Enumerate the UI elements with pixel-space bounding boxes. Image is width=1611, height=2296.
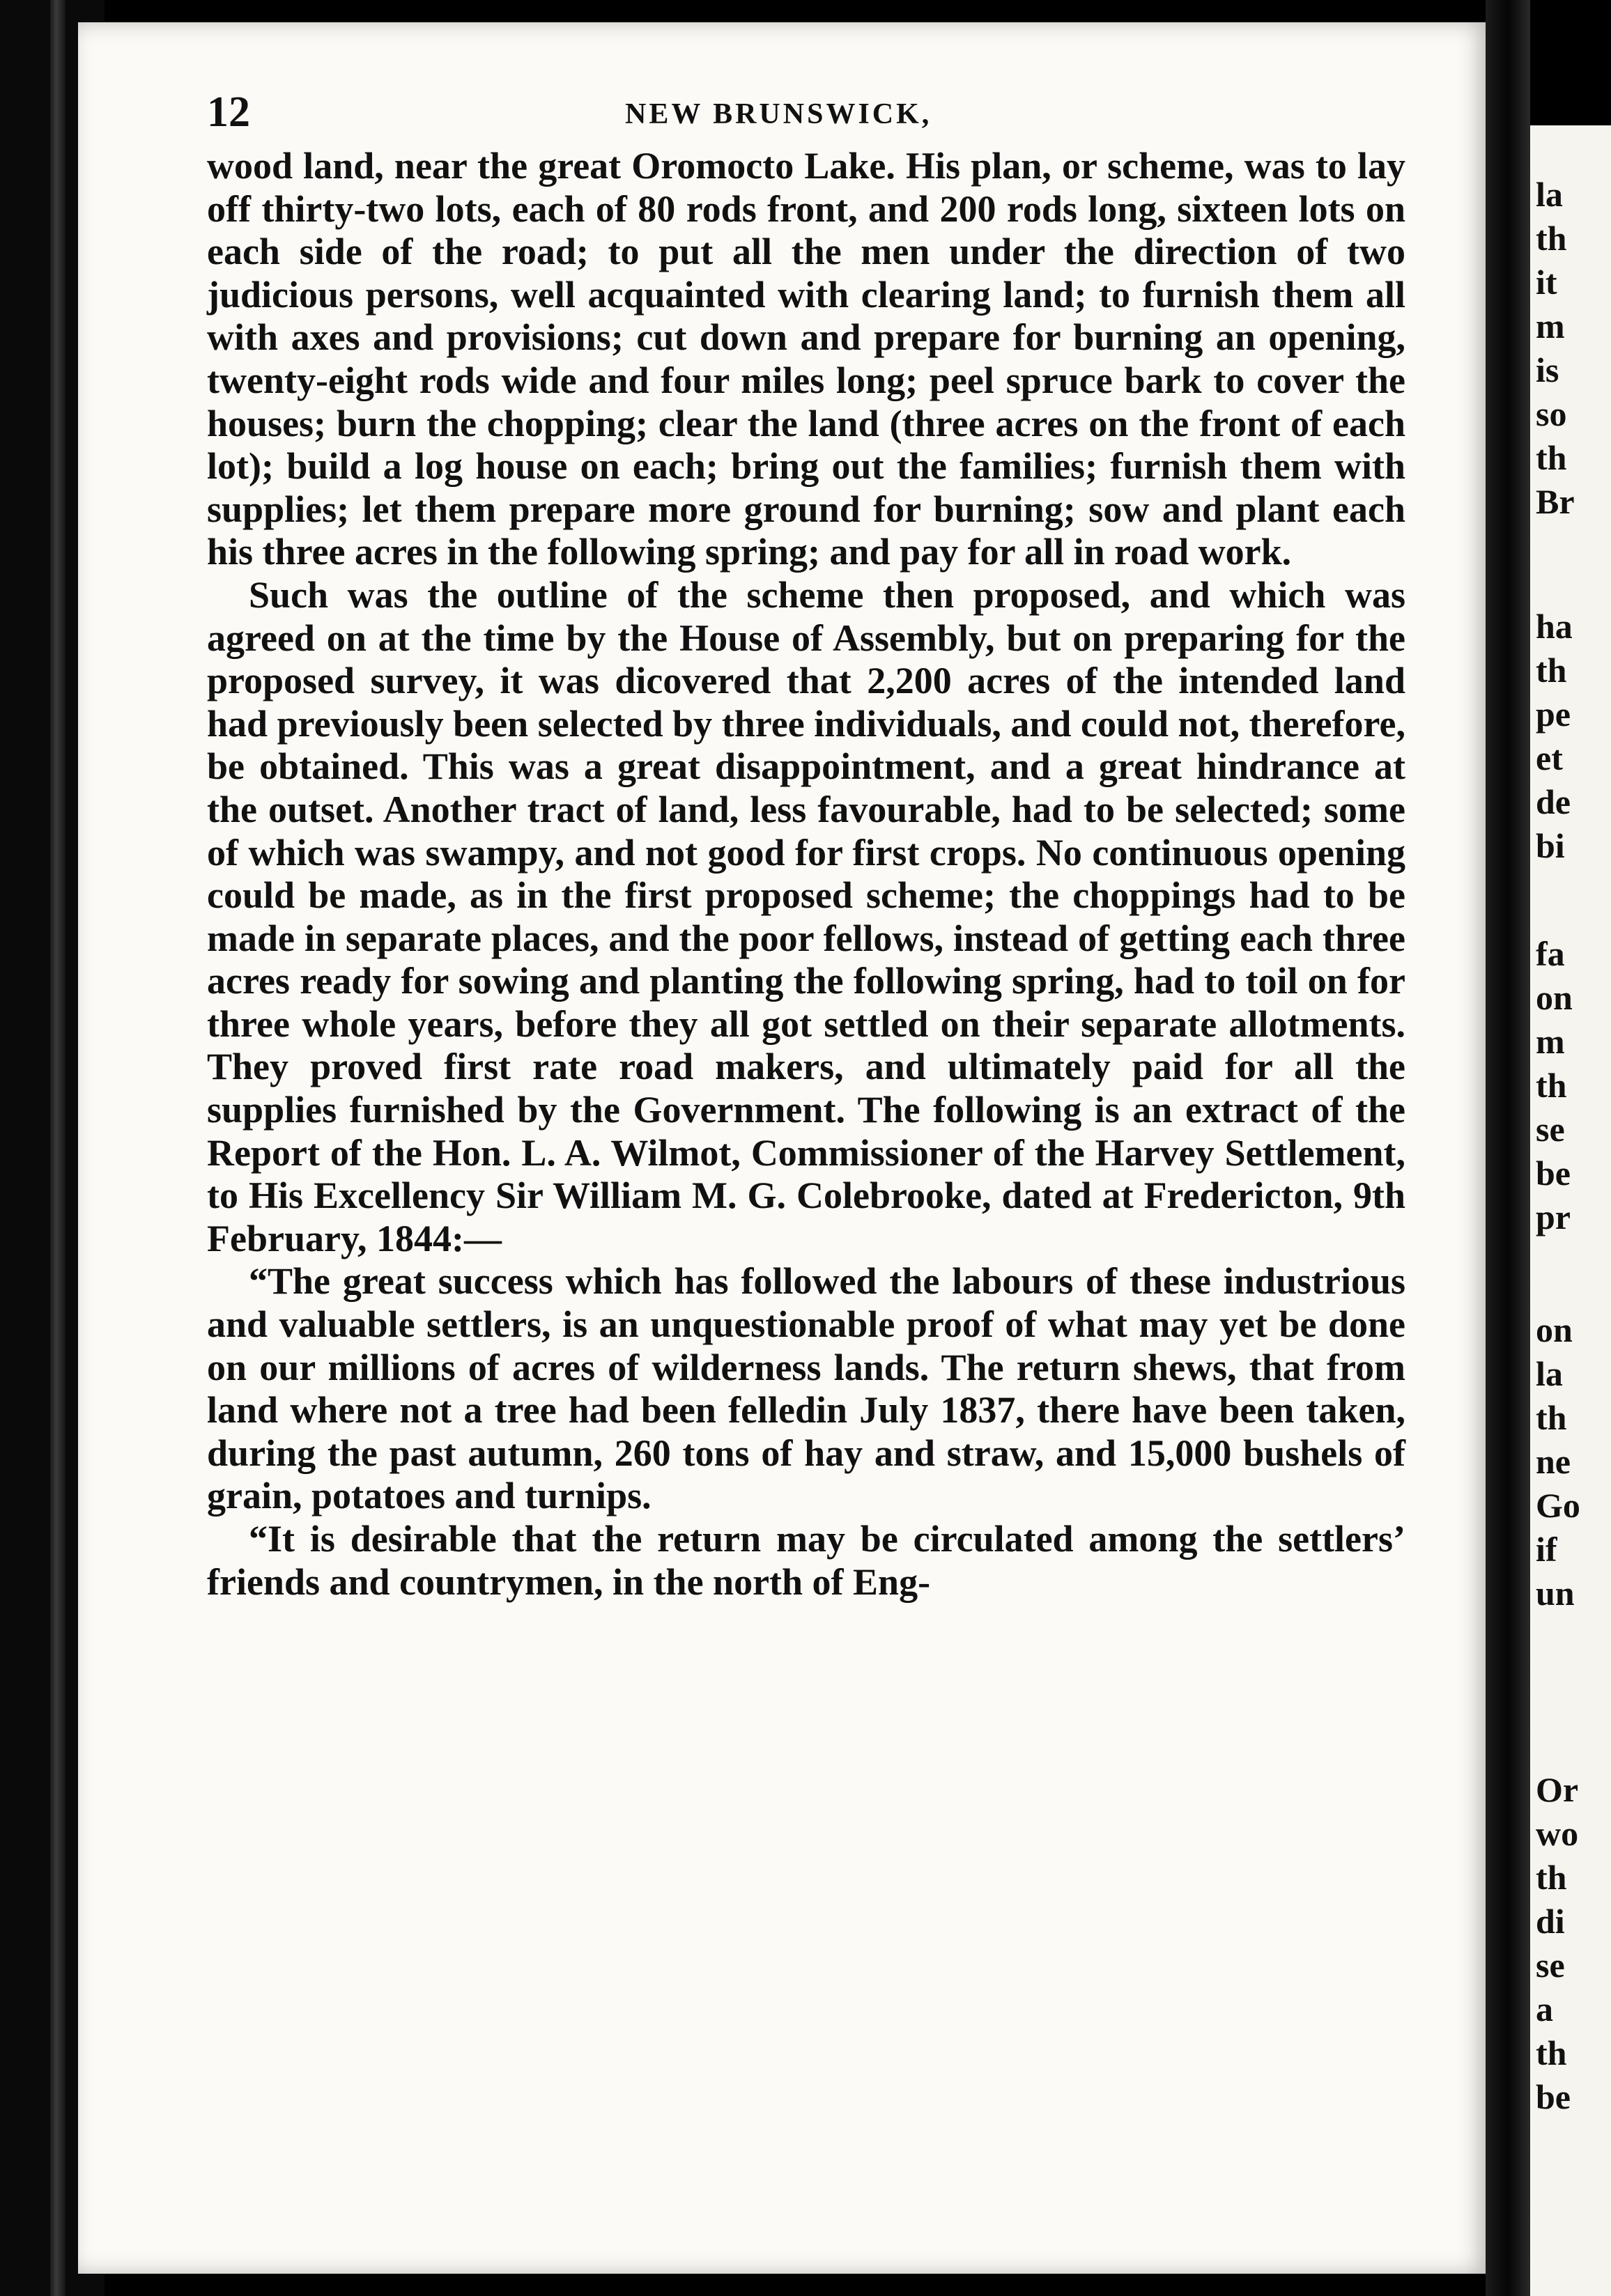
facing-page-fragment: if <box>1536 1530 1557 1569</box>
facing-page-fragment: th <box>1536 438 1567 477</box>
facing-page-fragment: Go <box>1536 1486 1580 1525</box>
facing-page-fragment: th <box>1536 651 1567 690</box>
facing-page-fragment: th <box>1536 1398 1567 1437</box>
facing-page-fragment: se <box>1536 1946 1565 1985</box>
facing-page-fragment: th <box>1536 2033 1567 2072</box>
facing-page <box>1530 125 1611 2296</box>
facing-page-fragment: pe <box>1536 695 1571 734</box>
facing-page-fragment: ne <box>1536 1442 1571 1481</box>
facing-page-fragment: Br <box>1536 482 1575 521</box>
facing-page-fragment: et <box>1536 738 1563 777</box>
page-content <box>207 68 1503 1604</box>
facing-page-fragment: be <box>1536 1154 1571 1193</box>
facing-page-fragment: th <box>1536 1858 1567 1897</box>
facing-page-fragment: is <box>1536 350 1559 389</box>
facing-page-fragment: th <box>1536 219 1567 258</box>
paragraph-quote: “The great success which has followed the labours of these industrious and valuable settlers, is an unquestionable proof of what may yet be done on our millions of acres of wilderness lands. The return shews, that from land where not a tree had been felledin July 1837, there have been taken, during the past autumn, 260 tons of hay and straw, and 15,000 bushels of grain, potatoes and turnips. <box>207 1260 1405 1517</box>
facing-page-fragment: ha <box>1536 607 1573 646</box>
page-number: 12 <box>207 88 250 136</box>
facing-page-fragment: so <box>1536 394 1567 433</box>
facing-page-fragment: wo <box>1536 1814 1579 1853</box>
running-head: NEW BRUNSWICK, <box>625 98 932 130</box>
facing-page-fragment: m <box>1536 307 1565 346</box>
facing-page-fragment: on <box>1536 1310 1573 1349</box>
book-page <box>78 22 1486 2274</box>
facing-page-fragment: on <box>1536 978 1573 1017</box>
facing-page-fragment: m <box>1536 1022 1565 1061</box>
page-header <box>207 68 1503 145</box>
body-text <box>207 145 1405 1604</box>
facing-page-fragment: un <box>1536 1574 1575 1613</box>
paragraph: wood land, near the great Oromocto Lake. His plan, or scheme, was to lay off thirty-two lots, each of 80 rods front, and 200 rods long, sixteen lots on each side of the road; to put all the men under the direction of two judicious persons, well acquainted with clearing land; to furnish them all with axes and provisions; cut down and prepare for burning an opening, twenty-eight rods wide and four miles long; peel spruce bark to cover the houses; burn the chopping; clear the land (three acres on the front of each lot); build a log house on each; bring out the families; furnish them with supplies; let them prepare more ground for burning; sow and plant each his three acres in the following spring; and pay for all in road work. <box>207 145 1405 573</box>
book-gutter <box>1486 0 1530 2296</box>
facing-page-fragment: it <box>1536 263 1557 302</box>
facing-page-fragment: di <box>1536 1902 1565 1941</box>
facing-page-fragment: th <box>1536 1066 1567 1105</box>
facing-page-fragment: de <box>1536 782 1571 821</box>
facing-page-fragment: be <box>1536 2077 1571 2116</box>
facing-page-fragment: la <box>1536 1354 1563 1393</box>
facing-page-fragment: a <box>1536 1989 1553 2029</box>
facing-page-fragment: pr <box>1536 1197 1571 1236</box>
facing-page-fragment: Or <box>1536 1770 1579 1809</box>
facing-page-fragment: la <box>1536 175 1563 214</box>
paragraph-quote: “It is desirable that the return may be circulated among the settlers’ friends and countrymen, in the north of Eng- <box>207 1518 1405 1603</box>
facing-page-fragment: fa <box>1536 934 1565 973</box>
facing-page-fragment: se <box>1536 1110 1565 1149</box>
facing-page-fragment: bi <box>1536 826 1565 865</box>
paragraph: Such was the outline of the scheme then proposed, and which was agreed on at the time by the House of Assembly, but on preparing for the proposed survey, it was dicovered that 2,200 acres of the intended land had previously been selected by three individuals, and could not, therefore, be obtained. This was a great disappointment, and a great hindrance at the outset. Another tract of land, less favourable, had to be selected; some of which was swampy, and not good for first crops. No continuous opening could be made, as in the first proposed scheme; the choppings had to be made in separate places, and the poor fellows, instead of getting each three acres ready for sowing and planting the following spring, had to toil on for three whole years, before they all got settled on their separate allotments. They proved first rate road makers, and ultimately paid for all the supplies furnished by the Government. The following is an extract of the Report of the Hon. L. A. Wilmot, Commissioner of the Harvey Settlement, to His Excellency Sir William M. G. Colebrooke, dated at Fredericton, 9th February, 1844:— <box>207 573 1405 1259</box>
page-edge <box>50 0 65 2296</box>
